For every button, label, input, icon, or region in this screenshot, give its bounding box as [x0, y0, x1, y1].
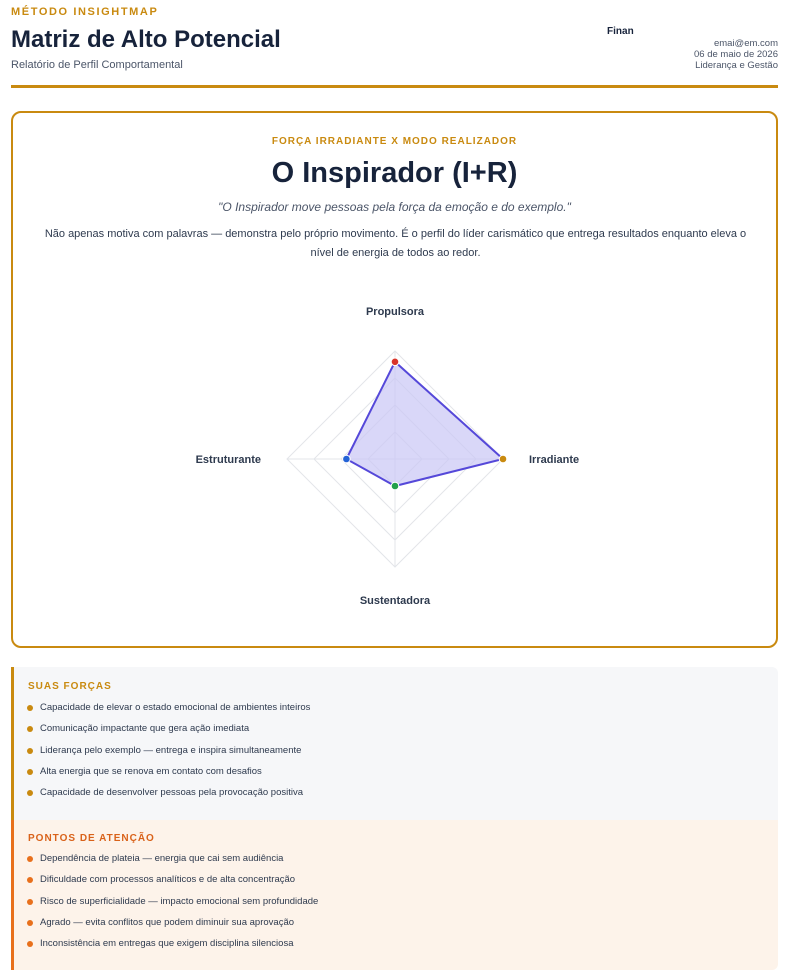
report-header	[11, 0, 778, 88]
redaction	[636, 26, 716, 37]
attention-list	[27, 852, 318, 958]
bullet-icon	[27, 726, 33, 732]
attention-title: PONTOS DE ATENÇÃO	[28, 833, 155, 844]
list-item: Comunicação impactante que gera ação imediata	[27, 722, 310, 743]
list-item: Capacidade de elevar o estado emocional de ambientes inteiros	[27, 701, 310, 722]
list-item: Risco de superficialidade — impacto emocional sem profundidade	[27, 895, 318, 916]
report-date: 06 de maio de 2026	[694, 49, 778, 60]
strengths-list	[27, 701, 310, 807]
bullet-icon	[27, 899, 33, 905]
page-subtitle: Relatório de Perfil Comportamental	[11, 59, 183, 71]
profile-title: O Inspirador (I+R)	[271, 157, 518, 189]
radar-axis-label: Propulsora	[365, 306, 425, 318]
bullet-icon	[27, 748, 33, 754]
list-item: Alta energia que se renova em contato com desafios	[27, 765, 310, 786]
bullet-icon	[27, 769, 33, 775]
radar-axis-label: Estruturante	[195, 454, 261, 466]
radar-axis-label: Irradiante	[529, 454, 580, 466]
profile-kicker: FORÇA IRRADIANTE X MODO REALIZADOR	[271, 136, 518, 147]
bullet-icon	[27, 705, 33, 711]
person-name: Finan	[607, 26, 634, 37]
radar-point-sustentadora	[391, 482, 399, 490]
page-title: Matriz de Alto Potencial	[11, 26, 281, 53]
bullet-icon	[27, 877, 33, 883]
list-item: Liderança pelo exemplo — entrega e inspira simultaneamente	[27, 744, 310, 765]
radar-chart	[13, 113, 776, 646]
radar-point-estruturante	[343, 455, 351, 463]
radar-point-irradiante	[499, 455, 507, 463]
report-meta	[607, 26, 778, 71]
radar-axis-label: Sustentadora	[359, 595, 431, 607]
profile-quote: "O Inspirador move pessoas pela força da emoção e do exemplo."	[218, 200, 571, 214]
list-item: Dependência de plateia — energia que cai sem audiência	[27, 852, 318, 873]
radar-point-propulsora	[391, 358, 399, 366]
list-item: Dificuldade com processos analíticos e de alta concentração	[27, 873, 318, 894]
brand-label: MÉTODO INSIGHTMAP	[11, 6, 159, 18]
strengths-section	[11, 667, 778, 820]
list-item: Capacidade de desenvolver pessoas pela provocação positiva	[27, 786, 310, 807]
person-email: emai@em.com	[713, 38, 778, 49]
bullet-icon	[27, 790, 33, 796]
bullet-icon	[27, 941, 33, 947]
report-department: Liderança e Gestão	[695, 60, 778, 71]
attention-section	[11, 820, 778, 970]
list-item: Inconsistência em entregas que exigem disciplina silenciosa	[27, 937, 318, 958]
profile-description: Não apenas motiva com palavras — demonstra pelo próprio movimento. É o perfil do líder carismático que entrega resultados enquanto eleva o nível de energia de todos ao redor.	[44, 228, 747, 259]
bullet-icon	[27, 920, 33, 926]
bullet-icon	[27, 856, 33, 862]
strengths-title: SUAS FORÇAS	[28, 681, 112, 692]
list-item: Agrado — evita conflitos que podem diminuir sua aprovação	[27, 916, 318, 937]
profile-card	[11, 111, 778, 648]
